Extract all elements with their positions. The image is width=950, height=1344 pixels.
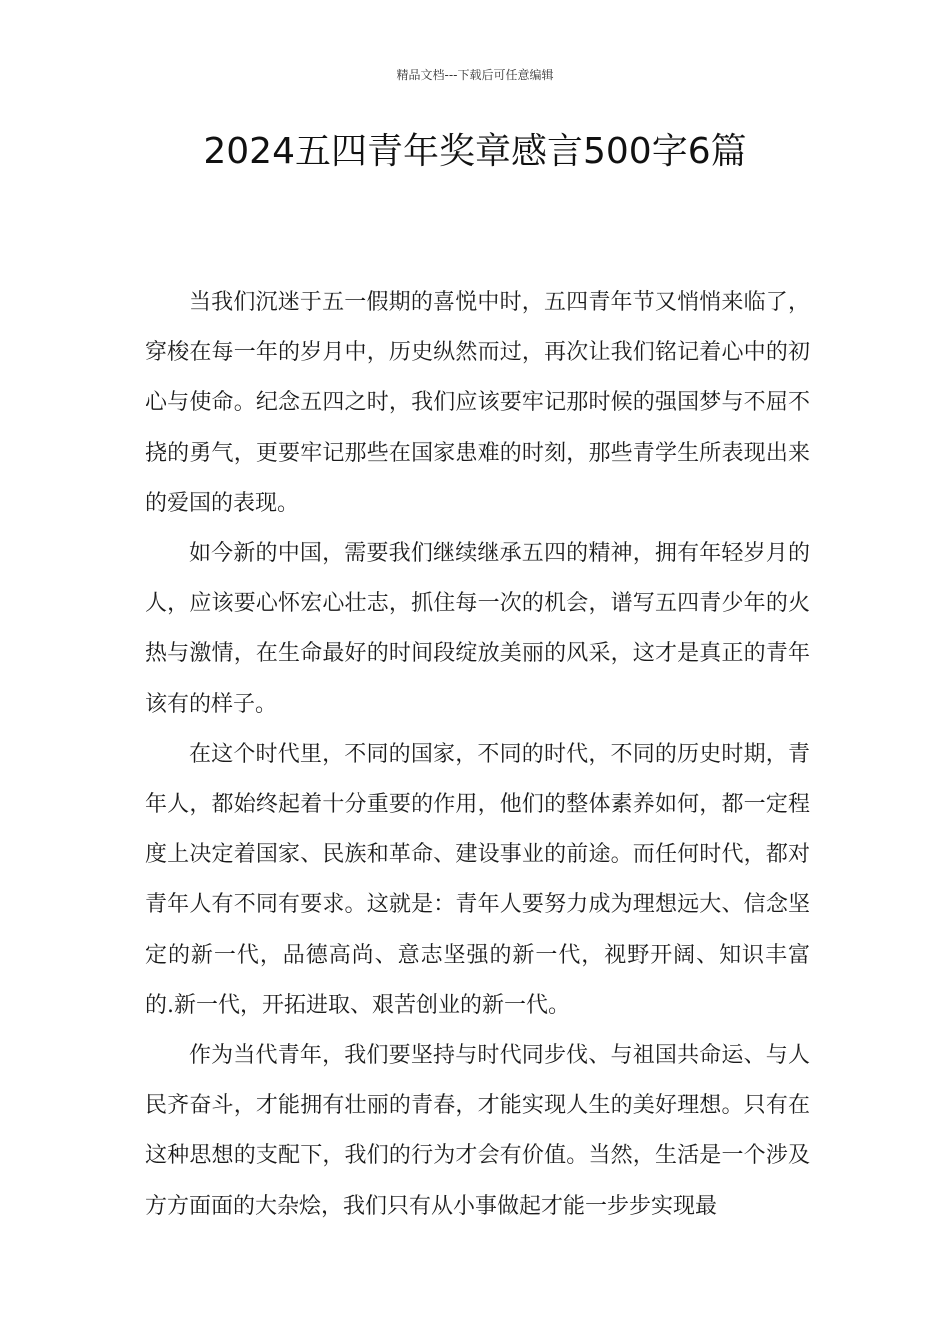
document-body (145, 278, 810, 1232)
paragraph-1: 当我们沉迷于五一假期的喜悦中时，五四青年节又悄悄来临了，穿梭在每一年的岁月中，历史纵然而过，再次让我们铭记着心中的初心与使命。纪念五四之时，我们应该要牢记那时候的强国梦与不屈不挠的勇气，更要牢记那些在国家患难的时刻，那些青学生所表现出来的爱国的表现。 (145, 290, 810, 516)
page-header: 精品文档---下载后可任意编辑 (396, 68, 554, 82)
paragraph-2: 如今新的中国，需要我们继续继承五四的精神，拥有年轻岁月的人，应该要心怀宏心壮志，抓住每一次的机会，谱写五四青少年的火热与激情，在生命最好的时间段绽放美丽的风采，这才是真正的青年该有的样子。 (145, 541, 810, 717)
paragraph-3: 在这个时代里，不同的国家，不同的时代，不同的历史时期，青年人，都始终起着十分重要的作用，他们的整体素养如何，都一定程度上决定着国家、民族和革命、建设事业的前途。而任何时代，都对青年人有不同有要求。这就是：青年人要努力成为理想远大、信念坚定的新一代，品德高尚、意志坚强的新一代，视野开阔、知识丰富的.新一代，开拓进取、艰苦创业的新一代。 (145, 741, 810, 1018)
paragraph-4: 作为当代青年，我们要坚持与时代同步伐、与祖国共命运、与人民齐奋斗，才能拥有壮丽的青春，才能实现人生的美好理想。只有在这种思想的支配下，我们的行为才会有价值。当然，生活是一个涉及方方面面的大杂烩，我们只有从小事做起才能一步步实现最 (145, 1043, 810, 1219)
document-title: 2024五四青年奖章感言500字6篇 (203, 131, 747, 172)
